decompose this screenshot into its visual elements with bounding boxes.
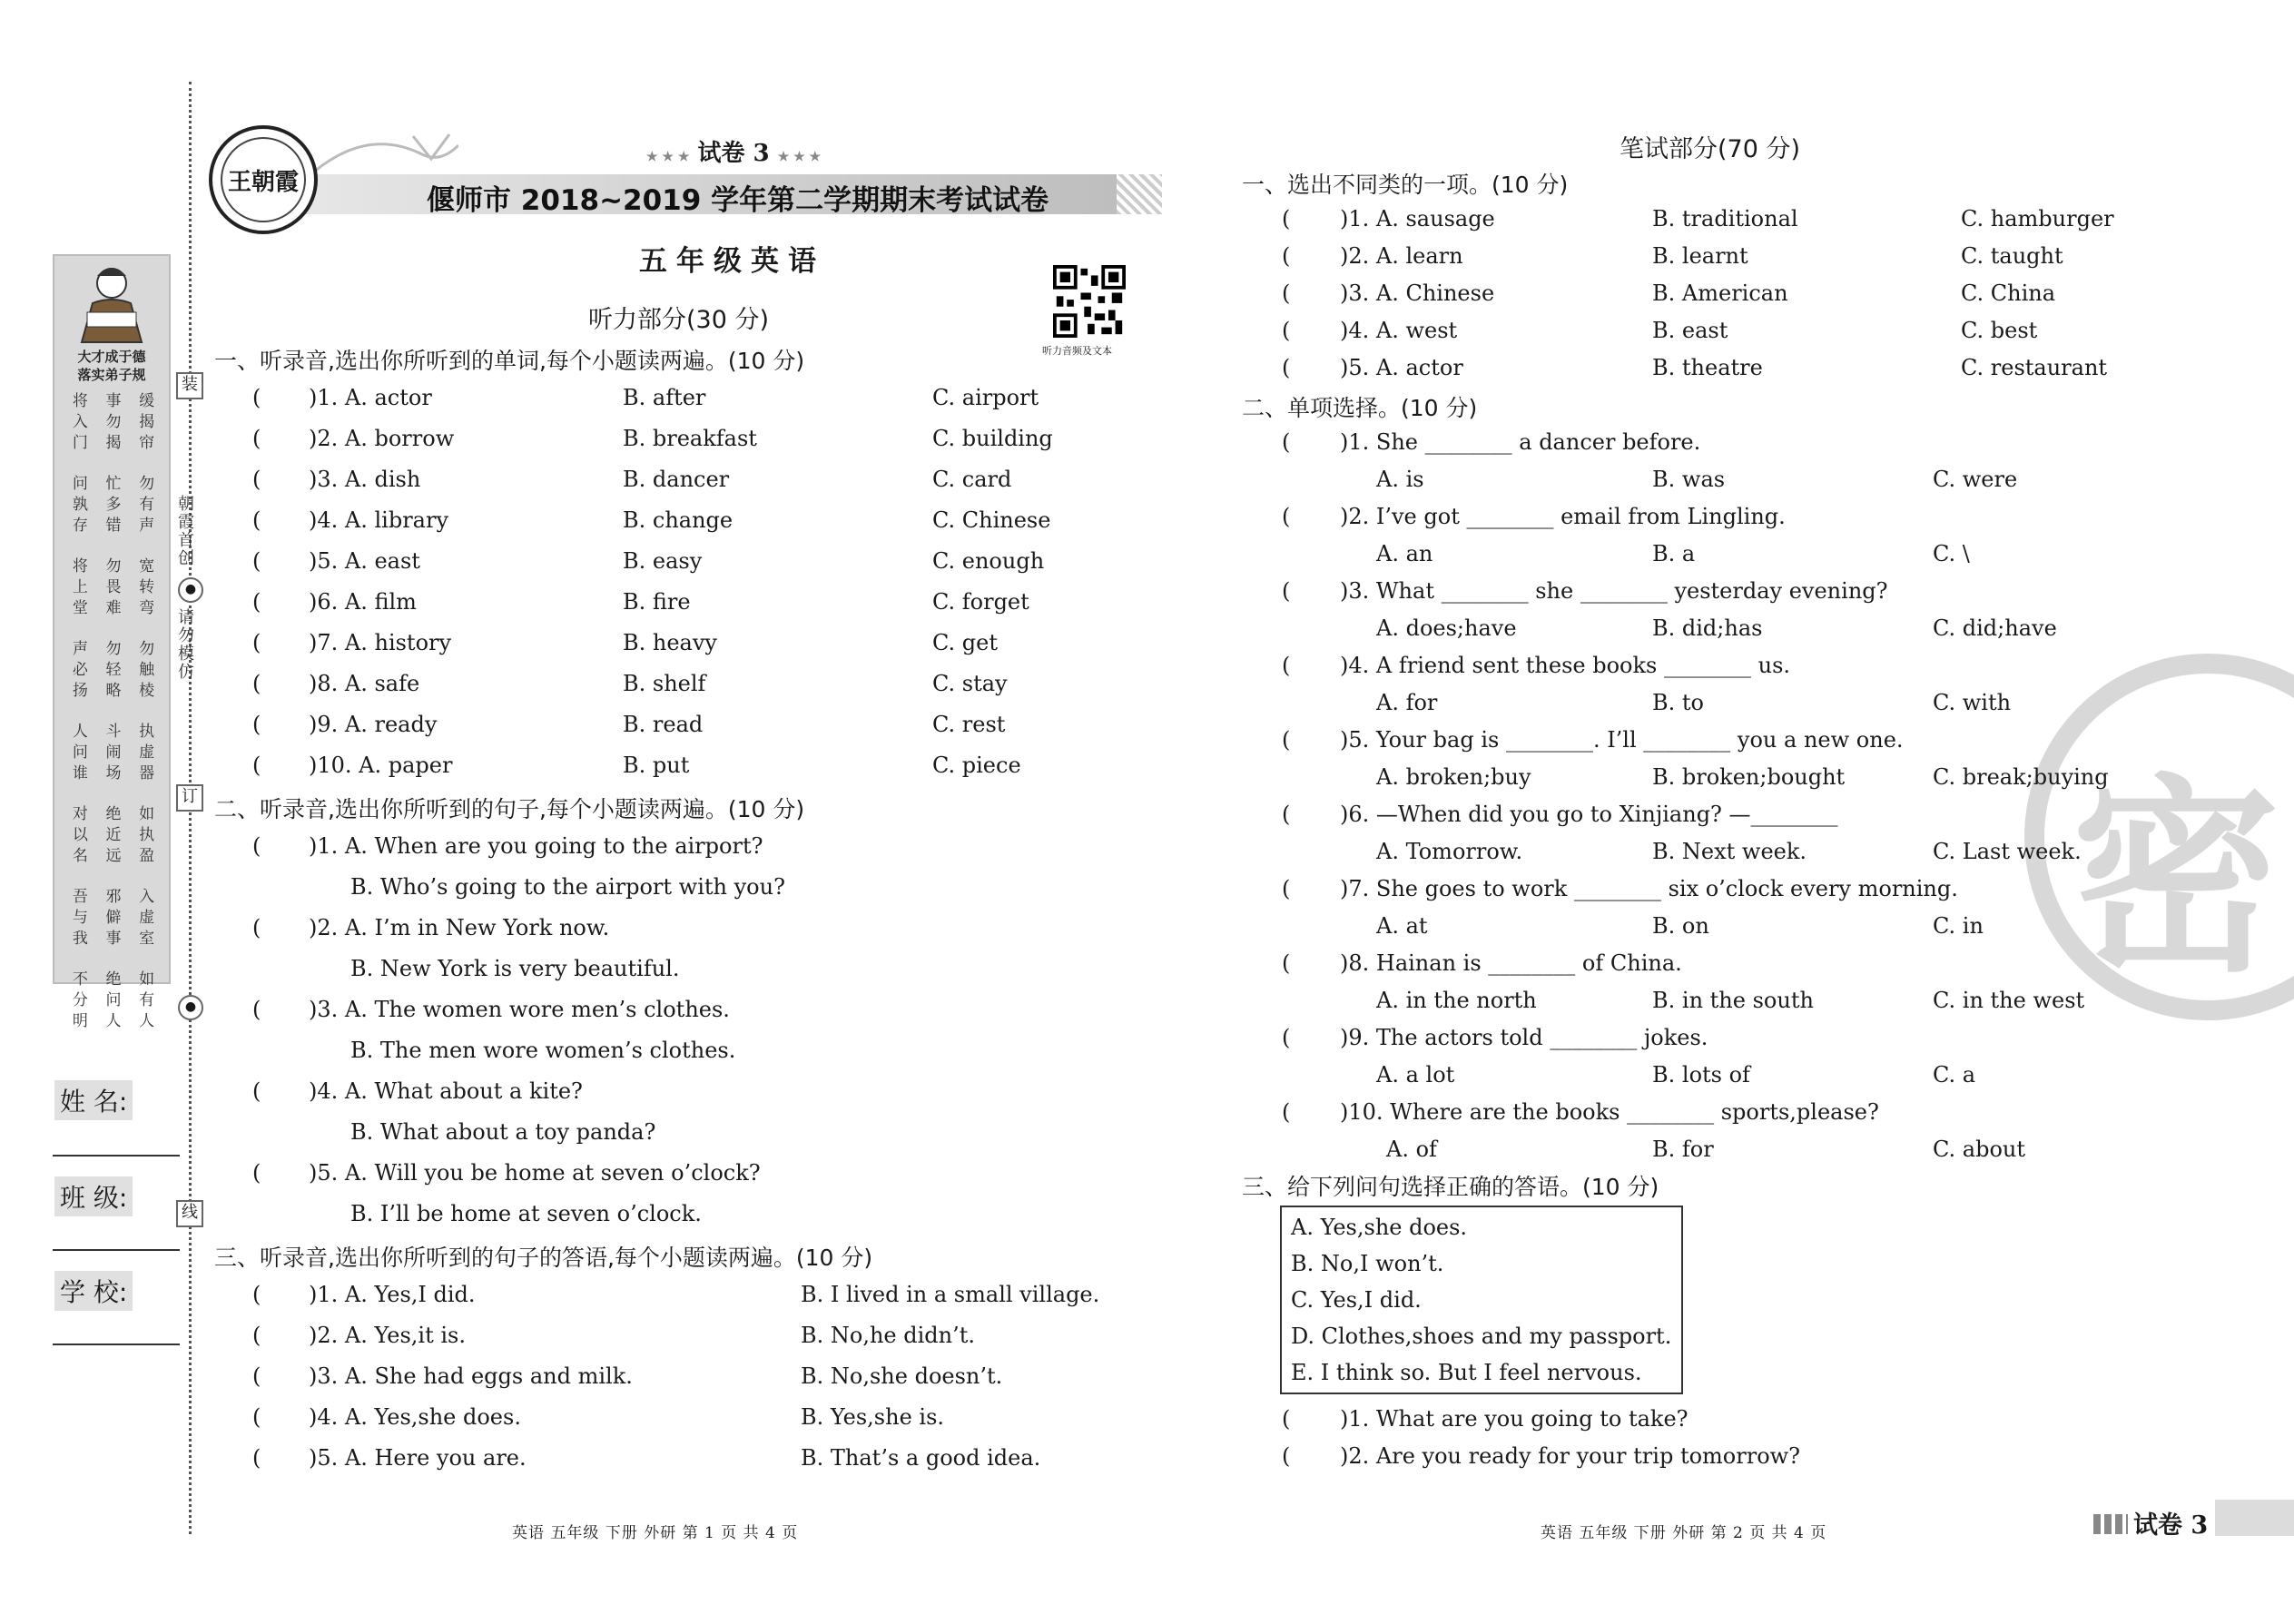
slogan-bottom: 落实弟子规: [77, 367, 146, 383]
question-6-option-a: )6. A. film: [309, 589, 417, 615]
question-5-option-b: B. easy: [623, 548, 703, 574]
choice-3-option-c: C. did;have: [1933, 615, 2057, 641]
binding-mark-xian: 线: [176, 1200, 203, 1227]
reply-3-option-a: )3. A. She had eggs and milk.: [309, 1363, 633, 1389]
choice-2-option-c: C. \: [1933, 541, 1970, 566]
answer-blank[interactable]: (: [1282, 281, 1291, 306]
question-2-option-c: C. building: [932, 426, 1053, 451]
choice-3-option-b: B. did;has: [1652, 615, 1763, 641]
paper-number: [646, 134, 821, 168]
motto-item: 声必扬 勿轻略 勿触棱: [68, 640, 154, 703]
reply-5-option-a: )5. A. Here you are.: [309, 1445, 527, 1471]
answer-blank[interactable]: (: [1282, 653, 1291, 678]
reply-5-option-b: B. That’s a good idea.: [801, 1445, 1041, 1471]
writing-section3-title: 三、给下列问句选择正确的答语。(10 分): [1242, 1174, 1659, 1200]
sentence-1-option-b: B. Who’s going to the airport with you?: [350, 874, 785, 900]
answer-blank[interactable]: (: [252, 997, 261, 1022]
choice-4-stem: )4. A friend sent these books ________ us.: [1340, 653, 1791, 678]
question-5-option-c: C. enough: [932, 548, 1045, 574]
sentence-3-option-a: )3. A. The women wore men’s clothes.: [309, 997, 730, 1022]
school-label: 学 校:: [54, 1271, 133, 1311]
answer-blank[interactable]: (: [252, 1078, 261, 1104]
question-4-option-b: B. change: [623, 507, 733, 533]
answer-blank[interactable]: (: [1282, 578, 1291, 604]
answer-blank[interactable]: (: [1282, 318, 1291, 343]
question-10-option-c: C. piece: [932, 753, 1021, 778]
answer-option-c: C. Yes,I did.: [1291, 1287, 1422, 1313]
choice-5-option-c: C. break;buying: [1933, 764, 2109, 790]
answer-blank[interactable]: (: [1282, 504, 1291, 529]
motto-list: [62, 392, 162, 1053]
answer-blank[interactable]: (: [1282, 1406, 1291, 1432]
footer-left: 英语 五年级 下册 外研 第 1 页 共 4 页: [512, 1524, 799, 1542]
question-2-option-a: )2. A. borrow: [309, 426, 455, 451]
answer-blank[interactable]: (: [1282, 1443, 1291, 1469]
choice-1-option-a: A. is: [1376, 467, 1424, 492]
answer-blank[interactable]: (: [252, 385, 261, 410]
answer-blank[interactable]: (: [1282, 802, 1291, 827]
corner-paper-label: 试卷 3: [2133, 1511, 2209, 1540]
question-8-option-a: )8. A. safe: [309, 671, 420, 696]
match-question-1: )1. What are you going to take?: [1340, 1406, 1689, 1432]
banner-pattern: [1117, 174, 1162, 214]
slogan-top: 大才成于德: [77, 349, 146, 365]
answer-blank[interactable]: (: [252, 712, 261, 737]
choice-2-option-a: A. an: [1376, 541, 1433, 566]
question-9-option-c: C. rest: [932, 712, 1006, 737]
motto-item: 对以名 绝近远 如执盈: [68, 805, 154, 868]
paper-label: 试卷: [697, 140, 745, 167]
qr-caption: 听力音频及文本: [1042, 345, 1112, 357]
answer-blank[interactable]: (: [252, 507, 261, 533]
choice-7-option-a: A. at: [1376, 913, 1428, 939]
answer-blank[interactable]: (: [252, 589, 261, 615]
seal-text: 朝霞首创: [175, 495, 194, 567]
odd-one-2-option-b: B. learnt: [1652, 243, 1748, 269]
odd-one-4-option-c: C. best: [1961, 318, 2038, 343]
odd-one-3-option-b: B. American: [1652, 281, 1788, 306]
choice-4-option-a: A. for: [1376, 690, 1438, 715]
choice-8-option-a: A. in the north: [1376, 988, 1537, 1013]
question-5-option-a: )5. A. east: [309, 548, 420, 574]
choice-5-option-a: A. broken;buy: [1376, 764, 1531, 790]
answer-blank[interactable]: (: [1282, 876, 1291, 901]
choice-1-stem: )1. She ________ a dancer before.: [1340, 429, 1701, 455]
question-10-option-b: B. put: [623, 753, 690, 778]
choice-3-option-a: A. does;have: [1376, 615, 1517, 641]
answer-blank[interactable]: (: [1282, 950, 1291, 976]
answer-blank[interactable]: (: [252, 1363, 261, 1389]
qr-code-icon[interactable]: [1053, 265, 1126, 338]
choice-5-option-b: B. broken;bought: [1652, 764, 1846, 790]
answer-options-box: [1280, 1206, 1683, 1394]
odd-one-5-option-b: B. theatre: [1652, 355, 1763, 380]
subject-title: 五年级英语: [639, 245, 825, 278]
answer-blank[interactable]: (: [1282, 1025, 1291, 1050]
answer-blank[interactable]: (: [252, 1445, 261, 1471]
listening-section2-title: 二、听录音,选出你所听到的句子,每个小题读两遍。(10 分): [214, 796, 805, 822]
confidential-seal-icon: [2024, 654, 2294, 1020]
odd-one-2-option-a: )2. A. learn: [1340, 243, 1463, 269]
reply-2-option-a: )2. A. Yes,it is.: [309, 1323, 466, 1348]
choice-8-option-c: C. in the west: [1933, 988, 2085, 1013]
choice-4-option-b: B. to: [1652, 690, 1704, 715]
question-3-option-c: C. card: [932, 467, 1012, 492]
question-1-option-b: B. after: [623, 385, 706, 410]
binding-mark-ding: 订: [176, 784, 203, 812]
odd-one-5-option-a: )5. A. actor: [1340, 355, 1463, 380]
choice-7-stem: )7. She goes to work ________ six o’clock every morning.: [1340, 876, 1958, 901]
copy-warning-text: 请勿模仿: [175, 608, 194, 681]
listening-part-title: 听力部分(30 分): [588, 306, 770, 334]
odd-one-5-option-c: C. restaurant: [1961, 355, 2108, 380]
odd-one-1-option-c: C. hamburger: [1961, 206, 2114, 231]
school-field[interactable]: [53, 1343, 180, 1345]
choice-6-option-c: C. Last week.: [1933, 839, 2082, 864]
question-6-option-b: B. fire: [623, 589, 691, 615]
choice-9-option-a: A. a lot: [1376, 1062, 1455, 1088]
scholar-figure-icon: [54, 256, 169, 383]
choice-1-option-c: C. were: [1933, 467, 2018, 492]
sentence-5-option-b: B. I’ll be home at seven o’clock.: [350, 1201, 702, 1226]
choice-1-option-b: B. was: [1652, 467, 1726, 492]
answer-blank[interactable]: (: [1282, 206, 1291, 231]
binding-circle-icon: ●: [178, 577, 203, 603]
answer-blank[interactable]: (: [252, 833, 261, 859]
corner-pattern: [2093, 1514, 2128, 1534]
choice-4-option-c: C. with: [1933, 690, 2012, 715]
question-9-option-b: B. read: [623, 712, 704, 737]
motto-item: 人问谁 斗闹场 执虚器: [68, 723, 154, 785]
answer-blank[interactable]: (: [252, 630, 261, 655]
answer-blank[interactable]: (: [1282, 429, 1291, 455]
answer-blank[interactable]: (: [252, 671, 261, 696]
writing-part-title: 笔试部分(70 分): [1620, 135, 1801, 163]
choice-10-option-b: B. for: [1652, 1137, 1714, 1162]
answer-blank[interactable]: (: [252, 1404, 261, 1430]
reply-1-option-b: B. I lived in a small village.: [801, 1282, 1100, 1307]
question-8-option-c: C. stay: [932, 671, 1008, 696]
choice-10-option-a: A. of: [1386, 1137, 1437, 1162]
question-2-option-b: B. breakfast: [623, 426, 757, 451]
choice-6-option-b: B. Next week.: [1652, 839, 1807, 864]
binding-circle-icon: ●: [178, 995, 203, 1020]
exam-title: 偃师市 2018~2019 学年第二学期期末考试试卷: [427, 184, 1049, 217]
answer-blank[interactable]: (: [252, 1282, 261, 1307]
sentence-5-option-a: )5. A. Will you be home at seven o’clock?: [309, 1160, 761, 1186]
answer-option-a: A. Yes,she does.: [1291, 1215, 1468, 1240]
odd-one-1-option-a: )1. A. sausage: [1340, 206, 1495, 231]
writing-section2-title: 二、单项选择。(10 分): [1242, 395, 1478, 421]
sentence-3-option-b: B. The men wore women’s clothes.: [350, 1038, 736, 1063]
watermark-text: 密: [2072, 758, 2281, 1000]
motto-item: 吾与我 邪僻事 入虚室: [68, 888, 154, 950]
odd-one-3-option-a: )3. A. Chinese: [1340, 281, 1495, 306]
choice-2-stem: )2. I’ve got ________ email from Lingling.: [1340, 504, 1786, 529]
choice-10-option-c: C. about: [1933, 1137, 2025, 1162]
stars-icon: ★ ★ ★: [777, 150, 822, 164]
answer-blank[interactable]: (: [252, 548, 261, 574]
motto-item: 不分明 绝问人 如有人: [68, 970, 154, 1033]
odd-one-4-option-b: B. east: [1652, 318, 1728, 343]
choice-7-option-c: C. in: [1933, 913, 1984, 939]
question-3-option-a: )3. A. dish: [309, 467, 421, 492]
choice-8-stem: )8. Hainan is ________ of China.: [1340, 950, 1682, 976]
sentence-2-option-b: B. New York is very beautiful.: [350, 956, 680, 981]
listening-section3-title: 三、听录音,选出你所听到的句子的答语,每个小题读两遍。(10 分): [214, 1245, 873, 1271]
question-1-option-a: )1. A. actor: [309, 385, 432, 410]
binding-mark-zhuang: 装: [176, 372, 203, 399]
choice-10-stem: )10. Where are the books ________ sports,please?: [1340, 1099, 1879, 1125]
odd-one-4-option-a: )4. A. west: [1340, 318, 1458, 343]
class-label: 班 级:: [54, 1176, 133, 1216]
writing-section1-title: 一、选出不同类的一项。(10 分): [1242, 172, 1569, 198]
answer-blank[interactable]: (: [1282, 355, 1291, 380]
reply-1-option-a: )1. A. Yes,I did.: [309, 1282, 476, 1307]
sentence-2-option-a: )2. A. I’m in New York now.: [309, 915, 610, 940]
choice-2-option-b: B. a: [1652, 541, 1696, 566]
question-4-option-c: C. Chinese: [932, 507, 1051, 533]
corner-fill: [2215, 1500, 2294, 1536]
listening-section1-title: 一、听录音,选出你所听到的单词,每个小题读两遍。(10 分): [214, 348, 805, 374]
answer-blank[interactable]: (: [1282, 727, 1291, 753]
choice-9-option-c: C. a: [1933, 1062, 1976, 1088]
question-6-option-c: C. forget: [932, 589, 1029, 615]
odd-one-1-option-b: B. traditional: [1652, 206, 1798, 231]
motto-item: 将入门 事勿揭 缓揭帘: [68, 392, 154, 455]
answer-blank[interactable]: (: [252, 467, 261, 492]
question-7-option-b: B. heavy: [623, 630, 717, 655]
motto-item: 问孰存 忙多错 勿有声: [68, 475, 154, 537]
answer-option-e: E. I think so. But I feel nervous.: [1291, 1360, 1642, 1385]
question-7-option-c: C. get: [932, 630, 998, 655]
motto-item: 将上堂 勿畏难 宽转弯: [68, 557, 154, 620]
choice-9-option-b: B. lots of: [1652, 1062, 1750, 1088]
answer-blank[interactable]: (: [1282, 243, 1291, 269]
brand-logo: [209, 125, 318, 234]
motto-panel: [53, 254, 171, 1033]
answer-blank[interactable]: (: [252, 1323, 261, 1348]
answer-blank[interactable]: (: [252, 915, 261, 940]
reply-2-option-b: B. No,he didn’t.: [801, 1323, 976, 1348]
brand-logo-text: 王朝霞: [221, 137, 306, 222]
reply-4-option-b: B. Yes,she is.: [801, 1404, 945, 1430]
stars-icon: ★ ★ ★: [646, 150, 690, 164]
sentence-4-option-a: )4. A. What about a kite?: [309, 1078, 583, 1104]
question-7-option-a: )7. A. history: [309, 630, 452, 655]
choice-6-stem: )6. —When did you go to Xinjiang? —________: [1340, 802, 1838, 827]
answer-option-b: B. No,I won’t.: [1291, 1251, 1444, 1276]
choice-5-stem: )5. Your bag is ________. I’ll ________ you a new one.: [1340, 727, 1904, 753]
question-9-option-a: )9. A. ready: [309, 712, 438, 737]
question-8-option-b: B. shelf: [623, 671, 706, 696]
reply-4-option-a: )4. A. Yes,she does.: [309, 1404, 521, 1430]
answer-blank[interactable]: (: [252, 753, 261, 778]
sentence-4-option-b: B. What about a toy panda?: [350, 1119, 656, 1145]
paper-number-value: 3: [753, 140, 770, 167]
answer-blank[interactable]: (: [1282, 1099, 1291, 1125]
question-3-option-b: B. dancer: [623, 467, 730, 492]
answer-blank[interactable]: (: [252, 426, 261, 451]
question-10-option-a: )10. A. paper: [309, 753, 453, 778]
class-field[interactable]: [53, 1249, 180, 1251]
name-field[interactable]: [53, 1155, 180, 1156]
question-4-option-a: )4. A. library: [309, 507, 449, 533]
reply-3-option-b: B. No,she doesn’t.: [801, 1363, 1003, 1389]
odd-one-2-option-c: C. taught: [1961, 243, 2063, 269]
choice-6-option-a: A. Tomorrow.: [1376, 839, 1523, 864]
footer-right: 英语 五年级 下册 外研 第 2 页 共 4 页: [1541, 1524, 1827, 1542]
name-label: 姓 名:: [54, 1080, 133, 1120]
question-1-option-c: C. airport: [932, 385, 1039, 410]
choice-9-stem: )9. The actors told ________ jokes.: [1340, 1025, 1708, 1050]
choice-3-stem: )3. What ________ she ________ yesterday evening?: [1340, 578, 1888, 604]
match-question-2: )2. Are you ready for your trip tomorrow?: [1340, 1443, 1801, 1469]
answer-blank[interactable]: (: [252, 1160, 261, 1186]
sentence-1-option-a: )1. A. When are you going to the airport?: [309, 833, 763, 859]
odd-one-3-option-c: C. China: [1961, 281, 2056, 306]
choice-8-option-b: B. in the south: [1652, 988, 1814, 1013]
answer-option-d: D. Clothes,shoes and my passport.: [1291, 1324, 1672, 1349]
choice-7-option-b: B. on: [1652, 913, 1709, 939]
